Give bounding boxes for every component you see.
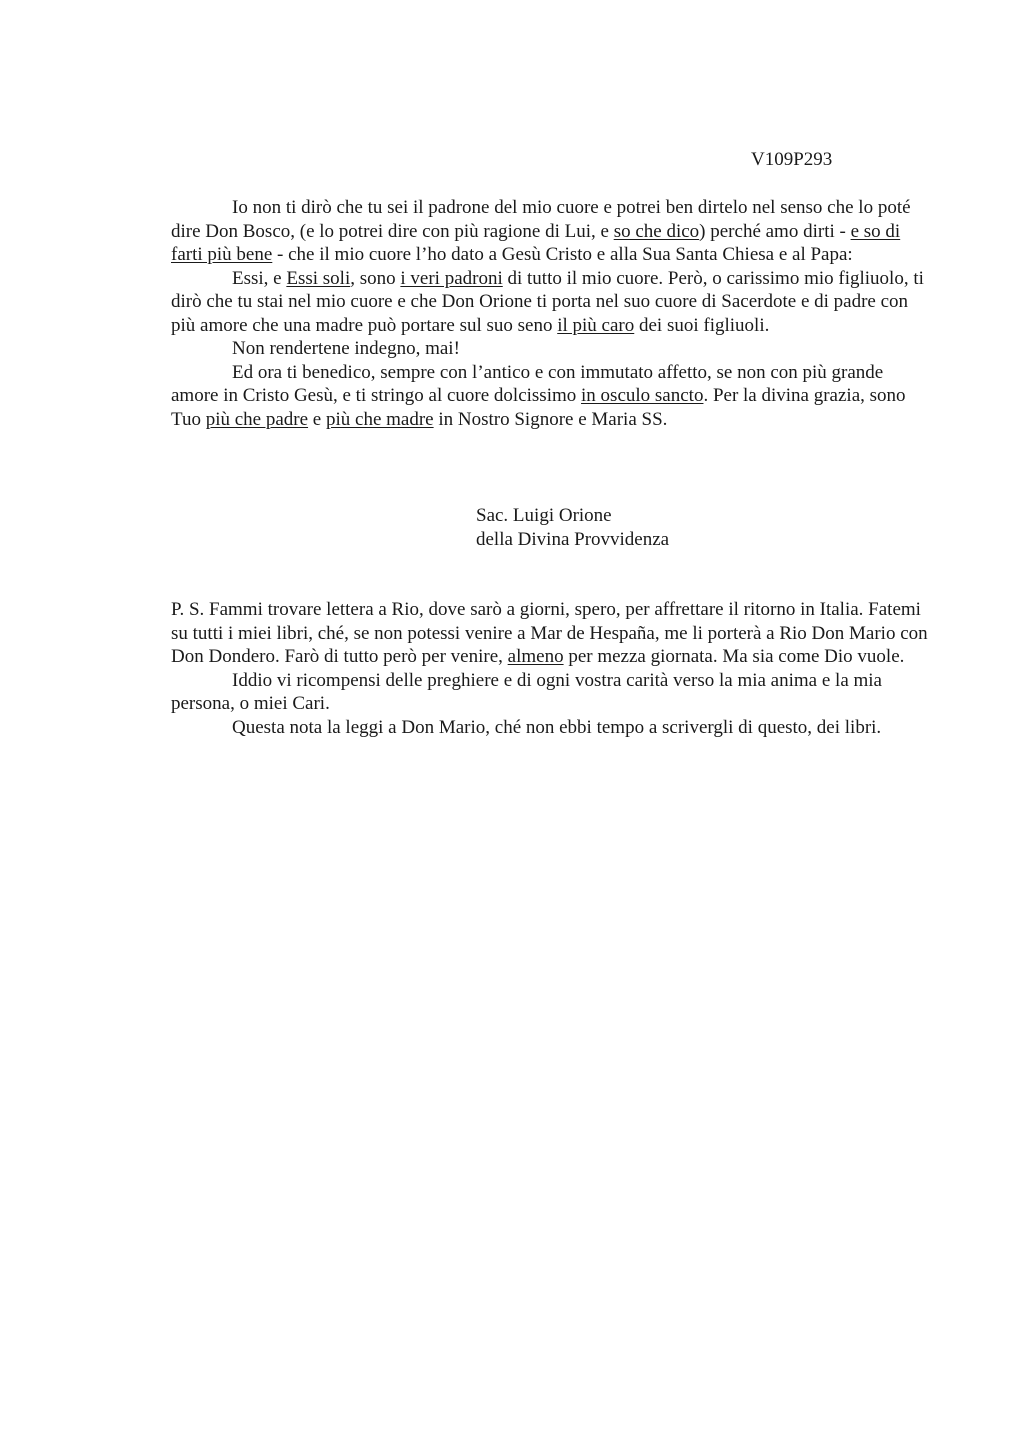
underlined-phrase: so che dico: [613, 220, 700, 242]
underlined-phrase: almeno: [507, 646, 564, 667]
paragraph-1: [171, 196, 931, 267]
underlined-phrase: in osculo sancto: [581, 385, 704, 406]
paragraph-2: [171, 267, 931, 338]
signature-title: della Divina Provvidenza: [476, 528, 670, 550]
underlined-phrase: e so di farti più bene: [171, 220, 901, 265]
text-run: e: [308, 408, 326, 430]
text-run: per mezza giornata. Ma sia come Dio vuole.: [563, 646, 905, 667]
paragraph-3: Non rendertene indegno, mai!: [232, 338, 460, 359]
underlined-phrase: i veri padroni: [400, 267, 503, 289]
signature-name: Sac. Luigi Orione: [476, 505, 612, 526]
text-run: dei suoi figliuoli.: [634, 314, 770, 336]
underlined-phrase: più che padre: [205, 408, 309, 430]
text-run: Io non ti dirò che tu sei il padrone del mio cuore e potrei ben dirtelo nel senso che lo poté dire Don Bosco, (e lo potrei dire con più ragione di Lui, e: [171, 197, 911, 242]
text-run: in Nostro Signore e Maria SS.: [433, 408, 668, 430]
paragraph-4: [171, 361, 931, 432]
document-reference-code: V109P293: [751, 149, 833, 170]
text-run: di tutto il mio cuore. Però, o carissimo mio figliuolo, ti dirò che tu stai nel mio cuore e che Don Orione ti porta nel suo cuore di Sacerdote e di padre con più amore che una madre può portare sul suo seno: [171, 267, 924, 336]
postscript-paragraph-1: [171, 598, 931, 669]
text-run: Ed ora ti benedico, sempre con l’antico e con immutato affetto, se non con più grande amore in Cristo Gesù, e ti stringo al cuore dolcissimo: [171, 361, 884, 406]
underlined-phrase: più che madre: [325, 408, 434, 430]
postscript-paragraph-3: Questa nota la leggi a Don Mario, ché non ebbi tempo a scrivergli di questo, dei libri.: [232, 716, 882, 738]
text-run: ) perché amo dirti -: [699, 220, 851, 242]
text-run: P. S. Fammi trovare lettera a Rio, dove sarò a giorni, spero, per affrettare il ritorno in Italia. Fatemi su tutti i miei libri, ché, se non potessi venire a Mar de Hespaña, me li porterà a Rio Don Mario con Don Dondero. Farò di tutto però per venire,: [171, 599, 928, 667]
postscript: [171, 598, 931, 739]
text-run: . Per la divina grazia, sono Tuo: [171, 385, 906, 430]
text-run: Essi, e: [232, 267, 287, 289]
underlined-phrase: Essi soli: [286, 267, 351, 289]
postscript-paragraph-2: Iddio vi ricompensi delle preghiere e di ogni vostra carità verso la mia anima e la mia persona, o miei Cari.: [171, 669, 882, 714]
text-run: - che il mio cuore l’ho dato a Gesù Cristo e alla Sua Santa Chiesa e al Papa:: [272, 244, 853, 265]
signature-block: [476, 504, 669, 551]
letter-body: [171, 196, 931, 431]
text-run: , sono: [350, 267, 401, 289]
underlined-phrase: il più caro: [557, 314, 635, 336]
